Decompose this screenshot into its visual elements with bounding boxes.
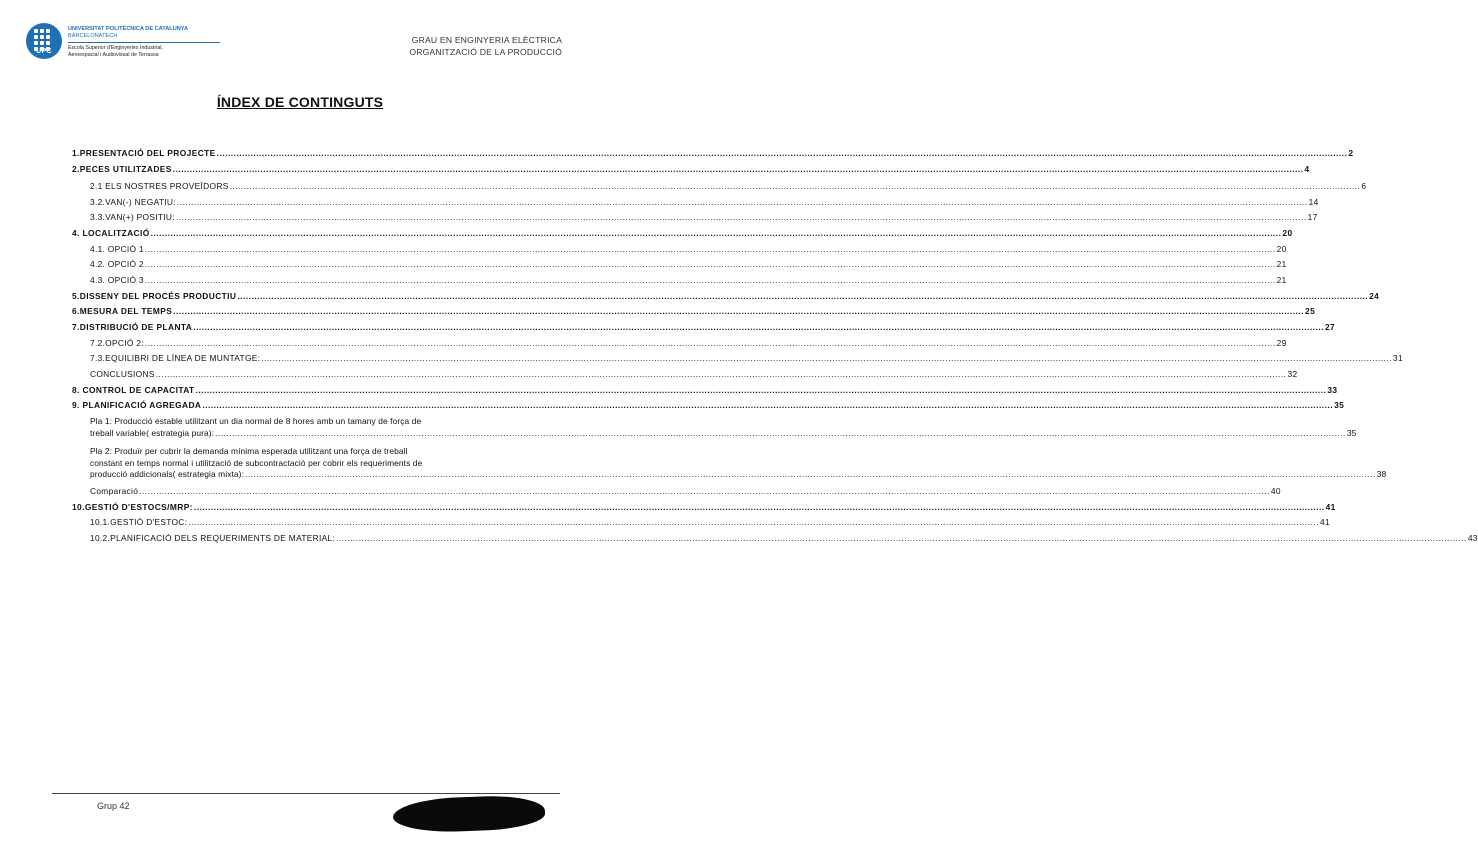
upc-logo bbox=[26, 23, 220, 59]
toc-entry[interactable] bbox=[72, 306, 1316, 316]
toc-entry[interactable] bbox=[72, 446, 1387, 481]
toc-dot-leader: ................................................................................................................................................................................................................................................................................................................................................................................................................ bbox=[150, 228, 1282, 238]
toc-entry[interactable] bbox=[72, 275, 1287, 285]
toc-entry[interactable] bbox=[72, 385, 1338, 395]
toc-page-number: 2 bbox=[1348, 148, 1354, 158]
toc-dot-leader: ................................................................................................................................................................................................................................................................................................................................................................................................................ bbox=[139, 486, 1270, 496]
toc-entry-label: CONCLUSIONS bbox=[90, 369, 155, 379]
header-subject: ORGANITZACIÓ DE LA PRODUCCIÓ bbox=[409, 47, 562, 57]
toc-page-number: 40 bbox=[1270, 486, 1281, 496]
toc-entry[interactable] bbox=[72, 212, 1318, 222]
toc-entry-label: 2.1 ELS NOSTRES PROVEÏDORS bbox=[90, 181, 229, 191]
toc-dot-leader: ................................................................................................................................................................................................................................................................................................................................................................................................................ bbox=[215, 427, 1346, 438]
toc-dot-leader: ................................................................................................................................................................................................................................................................................................................................................................................................................ bbox=[144, 259, 1276, 269]
page-title: ÍNDEX DE CONTINGUTS bbox=[216, 94, 384, 110]
toc-dot-leader: ................................................................................................................................................................................................................................................................................................................................................................................................................ bbox=[172, 164, 1304, 174]
toc-entry[interactable] bbox=[72, 369, 1298, 379]
toc-entry[interactable] bbox=[72, 533, 1478, 543]
toc-entry-line: Pla 1: Producció estable utilitzant un dia normal de 8 hores amb un tamany de força de bbox=[90, 416, 422, 426]
footer-group: Grup 42 bbox=[97, 801, 130, 811]
footer-divider bbox=[52, 793, 560, 794]
toc-page-number: 33 bbox=[1327, 385, 1338, 395]
toc-entry[interactable] bbox=[72, 164, 1310, 174]
toc-entry[interactable] bbox=[72, 259, 1287, 269]
toc-entry-label: 7.3.EQUILIBRI DE LÍNEA DE MUNTATGE: bbox=[90, 353, 261, 363]
toc-entry[interactable] bbox=[72, 502, 1336, 512]
toc-entry[interactable] bbox=[72, 228, 1293, 238]
toc-page-number: 25 bbox=[1305, 306, 1316, 316]
toc-dot-leader: ................................................................................................................................................................................................................................................................................................................................................................................................................ bbox=[261, 353, 1393, 363]
toc-page-number: 14 bbox=[1308, 197, 1319, 207]
toc-entry-line: treball variable( estrategia pura): bbox=[90, 427, 215, 438]
logo-barcelonatech: BARCELONATECH bbox=[68, 33, 118, 39]
toc-entry-label: 10.2.PLANIFICACIÓ DELS REQUERIMENTS DE MATERIAL: bbox=[90, 533, 336, 543]
toc-entry[interactable] bbox=[72, 148, 1354, 158]
logo-university-name: UNIVERSITAT POLITÈCNICA DE CATALUNYA bbox=[68, 26, 189, 32]
upc-logo-emblem bbox=[26, 23, 62, 59]
toc-entry-label: 4.3. OPCIÓ 3 bbox=[90, 275, 144, 285]
toc-dot-leader: ................................................................................................................................................................................................................................................................................................................................................................................................................ bbox=[195, 385, 1327, 395]
toc-page-number: 29 bbox=[1276, 338, 1287, 348]
toc-page-number: 21 bbox=[1276, 259, 1287, 269]
upc-badge-text: UPC bbox=[36, 48, 52, 55]
toc-entry-label: 7.DISTRIBUCIÓ DE PLANTA bbox=[72, 322, 193, 332]
toc-page-number: 38 bbox=[1376, 469, 1387, 479]
toc-page-number: 41 bbox=[1325, 502, 1336, 512]
toc-dot-leader: ................................................................................................................................................................................................................................................................................................................................................................................................................ bbox=[193, 502, 1325, 512]
toc-entry-label: 4. LOCALITZACIÓ bbox=[72, 228, 150, 238]
toc-entry-line: constant en temps normal i utilització de subcontractació per cobrir els requeriments de bbox=[90, 457, 423, 468]
toc-entry[interactable] bbox=[72, 338, 1287, 348]
toc-entry[interactable] bbox=[72, 416, 1357, 439]
toc-entry-label: Comparació bbox=[90, 486, 139, 496]
toc-entry-label: 9. PLANIFICACIÓ AGREGADA bbox=[72, 400, 202, 410]
toc-page-number: 4 bbox=[1304, 164, 1310, 174]
toc-dot-leader: ................................................................................................................................................................................................................................................................................................................................................................................................................ bbox=[173, 306, 1305, 316]
toc-page-number: 17 bbox=[1307, 212, 1318, 222]
toc-entry-label: 8. CONTROL DE CAPACITAT bbox=[72, 385, 195, 395]
toc-page-number: 24 bbox=[1369, 291, 1380, 301]
toc-page-number: 27 bbox=[1325, 322, 1336, 332]
toc-dot-leader: ................................................................................................................................................................................................................................................................................................................................................................................................................ bbox=[216, 148, 1348, 158]
logo-school-line2: Aeroespacial i Audiovisual de Terrassa bbox=[68, 51, 159, 58]
logo-divider bbox=[68, 42, 220, 43]
toc-entry-label: 4.2. OPCIÓ 2 bbox=[90, 259, 144, 269]
toc-entry[interactable] bbox=[72, 197, 1319, 207]
toc-dot-leader: ................................................................................................................................................................................................................................................................................................................................................................................................................ bbox=[193, 322, 1324, 332]
toc-dot-leader: ................................................................................................................................................................................................................................................................................................................................................................................................................ bbox=[336, 533, 1467, 543]
toc-entry-line: Pla 2: Produïr per cubrir la demanda mínima esperada utilitzant una força de treball bbox=[90, 446, 408, 456]
toc-page-number: 43 bbox=[1467, 533, 1478, 543]
toc-entry[interactable] bbox=[72, 486, 1281, 496]
toc-dot-leader: ................................................................................................................................................................................................................................................................................................................................................................................................................ bbox=[144, 275, 1276, 285]
toc-entry-label: 6.MESURA DEL TEMPS bbox=[72, 306, 173, 316]
logo-school-line1: Escola Superior d'Enginyeries Industrial, bbox=[68, 45, 163, 51]
toc-entry-label: 3.2.VAN(-) NEGATIU: bbox=[90, 197, 176, 207]
toc-entry-label: 4.1. OPCIÓ 1 bbox=[90, 244, 144, 254]
toc-page-number: 35 bbox=[1334, 400, 1345, 410]
toc-page-number: 20 bbox=[1276, 244, 1287, 254]
toc-entry[interactable] bbox=[72, 244, 1287, 254]
toc-entry[interactable] bbox=[72, 322, 1336, 332]
toc-entry[interactable] bbox=[72, 181, 1367, 191]
toc-page-number: 35 bbox=[1346, 427, 1357, 438]
toc-page-number: 41 bbox=[1320, 517, 1330, 527]
toc-dot-leader: ................................................................................................................................................................................................................................................................................................................................................................................................................ bbox=[229, 181, 1361, 191]
toc-entry[interactable] bbox=[72, 400, 1345, 410]
toc-dot-leader: ................................................................................................................................................................................................................................................................................................................................................................................................................ bbox=[144, 244, 1276, 254]
toc-entry-label: 1.PRESENTACIÓ DEL PROJECTE bbox=[72, 148, 216, 158]
toc-page-number: 21 bbox=[1276, 275, 1287, 285]
toc-entry[interactable] bbox=[72, 291, 1380, 301]
toc-entry-label: 10.GESTIÓ D'ESTOCS/MRP: bbox=[72, 502, 193, 512]
header-course-info bbox=[409, 34, 562, 58]
header-degree: GRAU EN ENGINYERIA ELÈCTRICA bbox=[411, 35, 562, 45]
toc-page-number: 31 bbox=[1393, 353, 1403, 363]
toc-entry-label: 7.2.OPCIÓ 2: bbox=[90, 338, 144, 348]
toc-page-number: 32 bbox=[1287, 369, 1298, 379]
redacted-signature bbox=[392, 794, 545, 833]
toc-entry[interactable] bbox=[72, 517, 1330, 527]
toc-dot-leader: ................................................................................................................................................................................................................................................................................................................................................................................................................ bbox=[176, 197, 1308, 207]
toc-page-number: 6 bbox=[1361, 181, 1367, 191]
toc-dot-leader: ................................................................................................................................................................................................................................................................................................................................................................................................................ bbox=[237, 291, 1369, 301]
toc-dot-leader: ................................................................................................................................................................................................................................................................................................................................................................................................................ bbox=[155, 369, 1287, 379]
toc-entry[interactable] bbox=[72, 353, 1403, 363]
toc-entry-label: 2.PECES UTILITZADES bbox=[72, 164, 172, 174]
toc-dot-leader: ................................................................................................................................................................................................................................................................................................................................................................................................................ bbox=[188, 517, 1320, 527]
toc-dot-leader: ................................................................................................................................................................................................................................................................................................................................................................................................................ bbox=[245, 469, 1376, 479]
toc-dot-leader: ................................................................................................................................................................................................................................................................................................................................................................................................................ bbox=[144, 338, 1276, 348]
toc-entry-label: 3.3.VAN(+) POSITIU: bbox=[90, 212, 175, 222]
toc-page-number: 20 bbox=[1282, 228, 1293, 238]
toc-dot-leader: ................................................................................................................................................................................................................................................................................................................................................................................................................ bbox=[202, 400, 1334, 410]
toc-entry-label: 5.DISSENY DEL PROCÉS PRODUCTIU bbox=[72, 291, 237, 301]
toc-entry-line: producció addicionals( estrategia mixta): bbox=[90, 469, 244, 479]
toc-dot-leader: ................................................................................................................................................................................................................................................................................................................................................................................................................ bbox=[175, 212, 1307, 222]
toc-entry-label: 10.1.GESTIÓ D'ESTOC: bbox=[90, 517, 188, 527]
